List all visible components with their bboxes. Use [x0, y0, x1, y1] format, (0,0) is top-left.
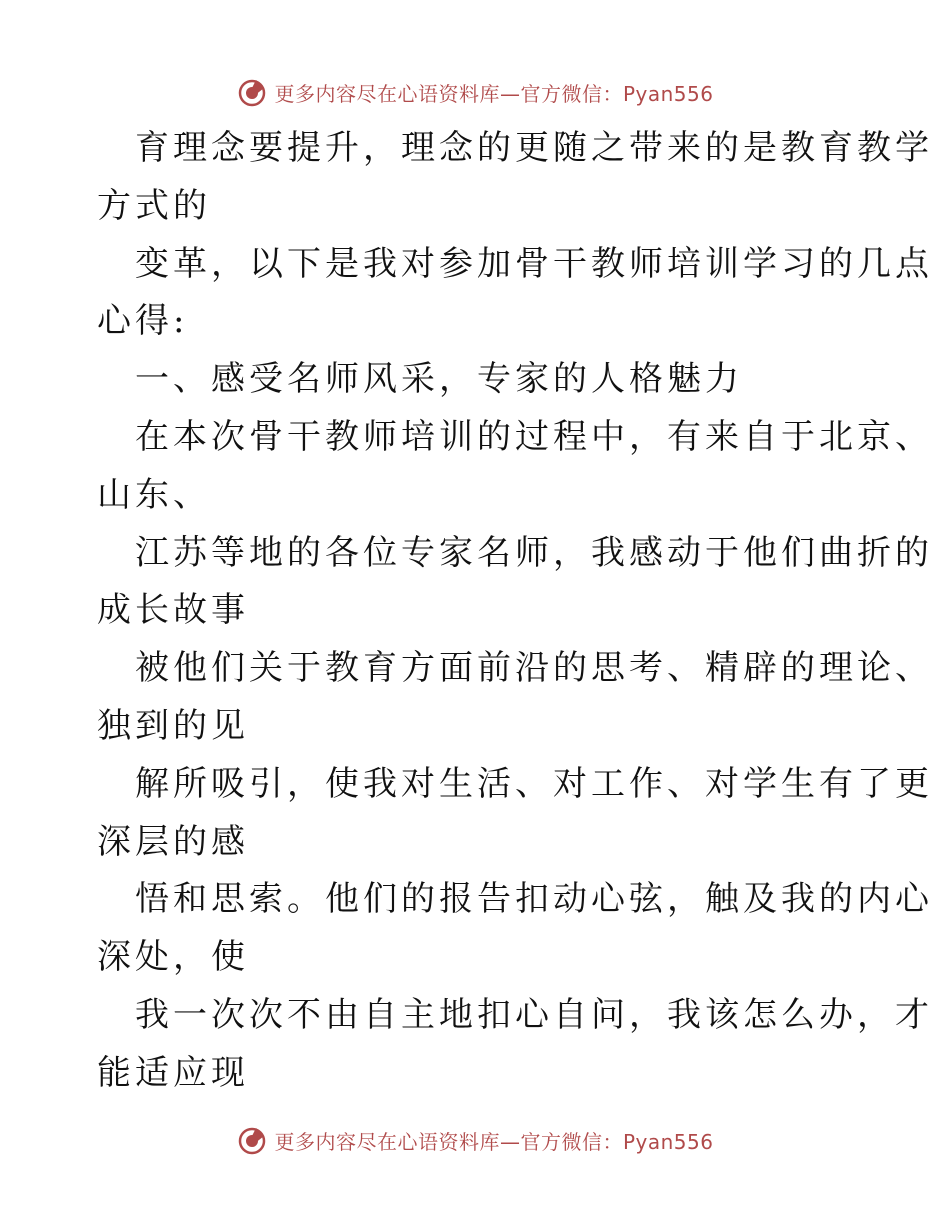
text-line: 深处，使 [97, 937, 249, 978]
footer-watermark [0, 1120, 950, 1160]
text-line: 江苏等地的各位专家名师，我感动于他们曲折的 [135, 532, 933, 573]
pen-seal-logo-icon [236, 1124, 268, 1156]
watermark-text: 更多内容尽在心语资料库—官方微信：Pyan556 [274, 1129, 714, 1154]
text-line: 能适应现 [97, 1052, 249, 1093]
watermark-text: 更多内容尽在心语资料库—官方微信：Pyan556 [274, 81, 714, 106]
text-line: 独到的见 [97, 705, 249, 746]
pen-seal-logo-icon [236, 76, 268, 108]
text-line: 我一次次不由自主地扣心自问，我该怎么办，才 [135, 994, 933, 1035]
text-line: 深层的感 [97, 821, 249, 862]
text-line: 育理念要提升，理念的更随之带来的是教育教学 [135, 128, 933, 168]
section-heading: 一、感受名师风采，专家的人格魅力 [135, 359, 743, 400]
text-line: 在本次骨干教师培训的过程中，有来自于北京、 [135, 416, 933, 457]
text-line: 成长故事 [97, 590, 249, 631]
text-line: 被他们关于教育方面前沿的思考、精辟的理论、 [135, 648, 933, 689]
text-line: 心得: [97, 301, 189, 342]
text-line: 山东、 [97, 474, 211, 515]
text-line: 悟和思索。他们的报告扣动心弦，触及我的内心 [135, 879, 933, 920]
text-line: 解所吸引，使我对生活、对工作、对学生有了更 [135, 763, 933, 804]
header-watermark [0, 72, 950, 112]
text-line: 方式的 [97, 185, 211, 226]
document-body [97, 120, 933, 1103]
text-line: 变革，以下是我对参加骨干教师培训学习的几点 [135, 243, 933, 284]
